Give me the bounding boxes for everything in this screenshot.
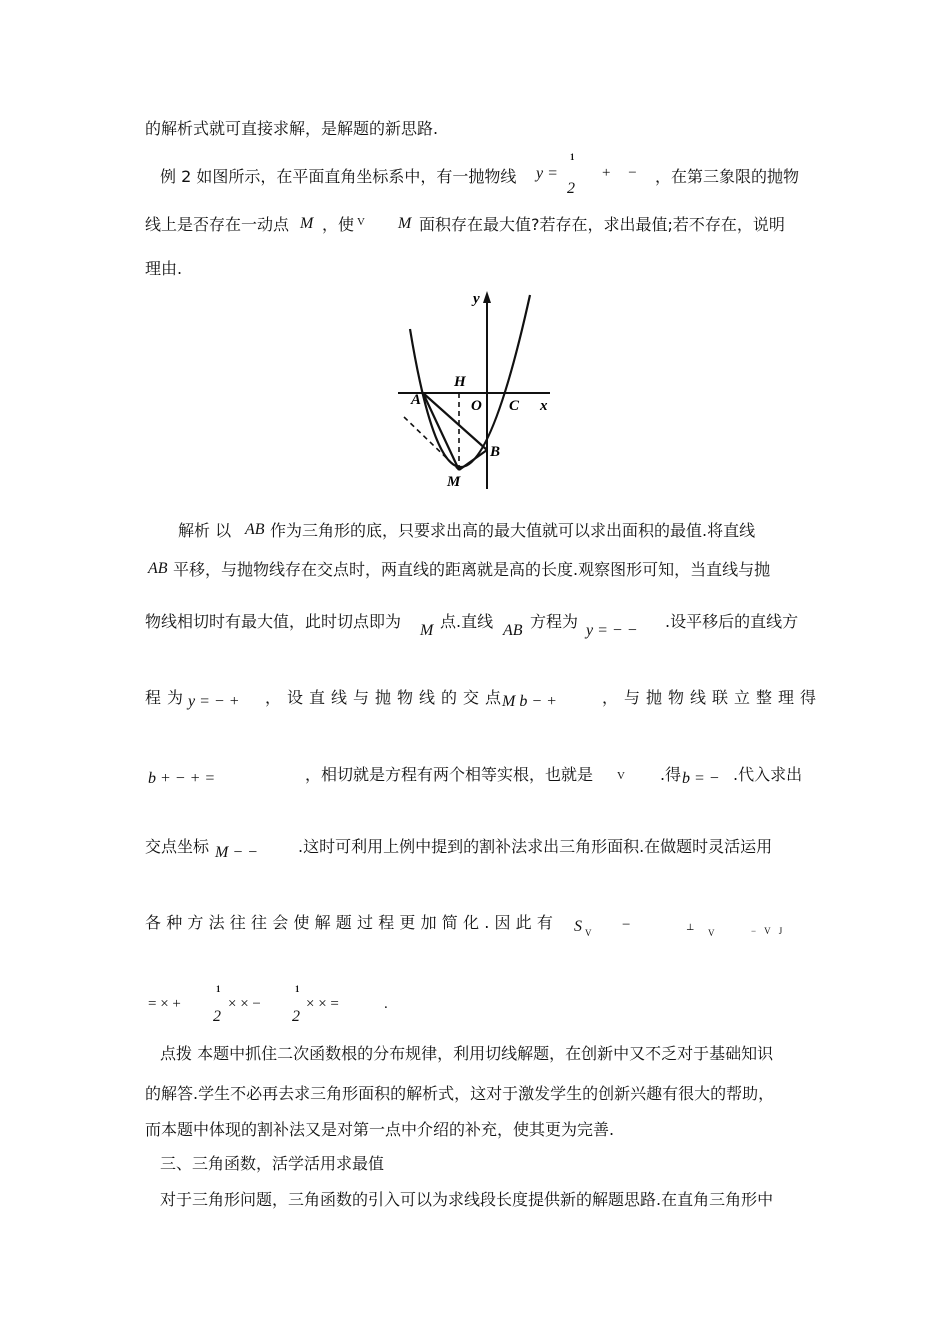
b-value: b = −	[682, 770, 720, 787]
point-m-label-3: M	[420, 622, 434, 639]
example-line-2-make: ，使	[322, 215, 355, 234]
area-calc-start: = × +	[148, 996, 181, 1012]
equation-y: y =	[536, 165, 558, 182]
solution-line-4-tail: ，与抛物线联立整理得	[602, 688, 823, 707]
segment-ab-label: AB	[245, 521, 265, 538]
point-m-label-2: M	[398, 215, 412, 232]
fraction-numerator: 1	[570, 152, 575, 162]
solution-line-2: 平移，与抛物线存在交点时，两直线的距离就是高的长度.观察图形可知，当直线与抛	[173, 560, 771, 579]
label-a: A	[411, 392, 422, 408]
area-calc-num-1: 1	[216, 984, 221, 994]
solution-line-6-tail: .这时可利用上例中提到的割补法求出三角形面积.在做题时灵活运用	[298, 837, 773, 856]
label-o: O	[471, 398, 482, 414]
tip-line-3: 而本题中体现的割补法又是对第一点中介绍的补充，使其更为完善.	[145, 1120, 615, 1139]
intersection-point: M b − +	[502, 693, 557, 710]
segment-mb	[459, 450, 487, 470]
area-fragment-1: ⊥	[686, 922, 695, 932]
label-b: B	[490, 444, 501, 460]
area-calc-end: × × =	[306, 996, 339, 1012]
combined-equation: b + − + =	[148, 770, 216, 787]
label-h: H	[454, 374, 466, 390]
solution-line-3-head: 物线相切时有最大值，此时切点即为	[145, 612, 402, 631]
solution-line-5-head: ，相切就是方程有两个相等实根，也就是	[305, 765, 594, 784]
y-axis-arrow	[483, 291, 491, 303]
label-y: y	[473, 291, 480, 307]
area-fragment-3: − V J	[751, 926, 783, 936]
example-line-1-tail: ，在第三象限的抛物	[655, 167, 800, 186]
example-line-2-text: 线上是否存在一动点	[145, 215, 290, 234]
fraction-denominator: 2	[567, 180, 575, 197]
line-ab-equation: y = − −	[586, 622, 638, 639]
section-3-line-1: 对于三角形问题，三角函数的引入可以为求线段长度提供新的解题思路.在直角三角形中	[160, 1190, 774, 1209]
solution-line-4-head: 程为	[145, 688, 190, 707]
area-calc-num-2: 1	[295, 984, 300, 994]
area-minus: −	[622, 917, 631, 933]
solution-line-1-head: 解析 以	[178, 521, 232, 540]
segment-am	[423, 393, 459, 470]
solution-line-6-head: 交点坐标	[145, 837, 210, 856]
solution-line-3-method: 方程为	[530, 612, 579, 631]
area-calc-den-2: 2	[292, 1008, 300, 1025]
area-calc-mid: × × −	[228, 996, 261, 1012]
label-x: x	[540, 398, 548, 414]
point-m-label: M	[300, 215, 314, 232]
section-3-title: 三、三角函数，活学活用求最值	[160, 1154, 385, 1173]
segment-ab-label-2: AB	[148, 560, 168, 577]
segment-ab-label-3: AB	[503, 622, 523, 639]
example-line-1-text: 例 2 如图所示，在平面直角坐标系中，有一抛物线	[160, 167, 517, 186]
area-fragment-2: V	[708, 928, 715, 938]
area-calc-period: .	[384, 996, 388, 1012]
paragraph-intro-end: 的解析式就可直接求解，是解题的新思路.	[145, 119, 439, 138]
solution-line-3-tail: .设平移后的直线方	[665, 612, 799, 631]
solution-line-1-tail: 作为三角形的底，只要求出高的最大值就可以求出面积的最值.将直线	[270, 521, 756, 540]
parabola-figure	[390, 285, 565, 495]
discriminant-symbol: V	[617, 770, 625, 782]
area-calc-den-1: 2	[213, 1008, 221, 1025]
area-subscript: V	[585, 928, 592, 938]
label-m: M	[447, 474, 461, 490]
shifted-line-equation: y = − +	[188, 693, 240, 710]
parabola-curve	[410, 295, 530, 467]
equation-operators: + −	[602, 165, 637, 181]
solution-line-7-head: 各种方法往往会使解题过程更加简化.因此有	[145, 913, 559, 932]
example-line-3: 理由.	[145, 259, 183, 278]
solution-line-5-tail: .代入求出	[733, 765, 803, 784]
tangent-point-coordinates: M − −	[215, 844, 258, 861]
solution-line-4-mid: ，设直线与抛物线的交点	[265, 688, 508, 707]
label-c: C	[509, 398, 520, 414]
solution-line-3-mid: 点.直线	[440, 612, 494, 631]
solution-line-5-get: .得	[660, 765, 682, 784]
area-symbol: S	[574, 918, 582, 935]
example-line-2-tail: 面积存在最大值?若存在，求出最值;若不存在，说明	[419, 215, 785, 234]
tip-line-1: 点拨 本题中抓住二次函数根的分布规律，利用切线解题，在创新中又不乏对于基础知识	[160, 1044, 774, 1063]
triangle-symbol: V	[357, 216, 365, 228]
tip-line-2: 的解答.学生不必再去求三角形面积的解析式，这对于激发学生的创新兴趣有很大的帮助，	[145, 1084, 775, 1103]
